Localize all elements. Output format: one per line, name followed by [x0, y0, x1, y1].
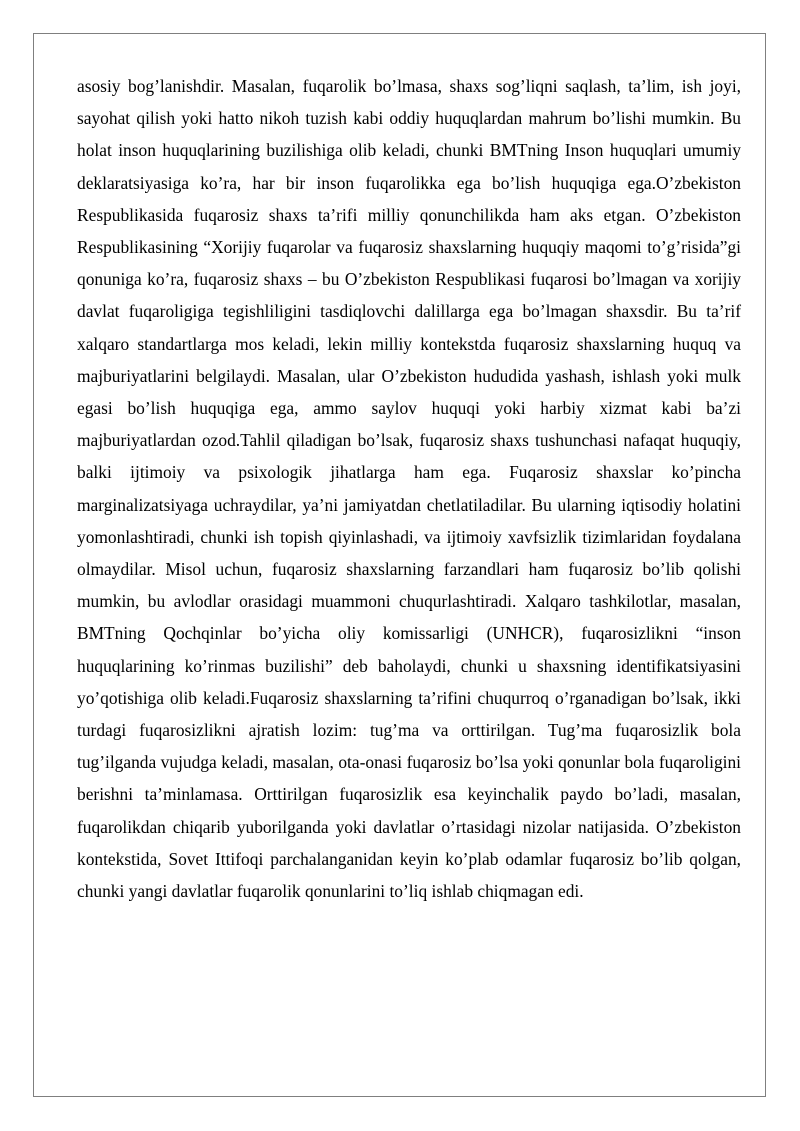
body-paragraph: asosiy bog’lanishdir. Masalan, fuqarolik bo’lmasa, shaxs sog’liqni saqlash, ta’lim, ish joyi, sayohat qilish yoki hatto nikoh tuzish kabi oddiy huquqlardan mahrum bo’lishi mumkin. Bu holat inson huquqlarining buzilishiga olib keladi, chunki BMTning Inson huquqlari umumiy deklaratsiyasiga ko’ra, har bir inson fuqarolikka ega bo’lish huquqiga ega.O’zbekiston Respublikasida fuqarosiz shaxs ta’rifi milliy qonunchilikda ham aks etgan. O’zbekiston Respublikasining “Xorijiy fuqarolar va fuqarosiz shaxslarning huquqiy maqomi to’g’risida”gi qonuniga ko’ra, fuqarosiz shaxs – bu O’zbekiston Respublikasi fuqarosi bo’lmagan va xorijiy davlat fuqaroligiga tegishliligini tasdiqlovchi dalillarga ega bo’lmagan shaxsdir. Bu ta’rif xalqaro standartlarga mos keladi, lekin milliy kontekstda fuqarosiz shaxslarning huquq va majburiyatlarini belgilaydi. Masalan, ular O’zbekiston hududida yashash, ishlash yoki mulk egasi bo’lish huquqiga ega, ammo saylov huquqi yoki harbiy xizmat kabi ba’zi majburiyatlardan ozod.Tahlil qiladigan bo’lsak, fuqarosiz shaxs tushunchasi nafaqat huquqiy, balki ijtimoiy va psixologik jihatlarga ham ega. Fuqarosiz shaxslar ko’pincha marginalizatsiyaga uchraydilar, ya’ni jamiyatdan chetlatiladilar. Bu ularning iqtisodiy holatini yomonlashtiradi, chunki ish topish qiyinlashadi, va ijtimoiy xavfsizlik tizimlaridan foydalana olmaydilar. Misol uchun, fuqarosiz shaxslarning farzandlari ham fuqarosiz bo’lib qolishi mumkin, bu avlodlar orasidagi muammoni chuqurlashtiradi. Xalqaro tashkilotlar, masalan, BMTning Qochqinlar bo’yicha oliy komissarligi (UNHCR), fuqarosizlikni “inson huquqlarining ko’rinmas buzilishi” deb baholaydi, chunki u shaxsning identifikatsiyasini yo’qotishiga olib keladi.Fuqarosiz shaxslarning ta’rifini chuqurroq o’rganadigan bo’lsak, ikki turdagi fuqarosizlikni ajratish lozim: tug’ma va orttirilgan. Tug’ma fuqarosizlik bola tug’ilganda vujudga keladi, masalan, ota-onasi fuqarosiz bo’lsa yoki qonunlar bola fuqaroligini berishni ta’minlamasa. Orttirilgan fuqarosizlik esa keyinchalik paydo bo’ladi, masalan, fuqarolikdan chiqarib yuborilganda yoki davlatlar o’rtasidagi nizolar natijasida. O’zbekiston kontekstida, Sovet Ittifoqi parchalanganidan keyin ko’plab odamlar fuqarosiz bo’lib qolgan, chunki yangi davlatlar fuqarolik qonunlarini to’liq ishlab chiqmagan edi.: [77, 76, 741, 902]
